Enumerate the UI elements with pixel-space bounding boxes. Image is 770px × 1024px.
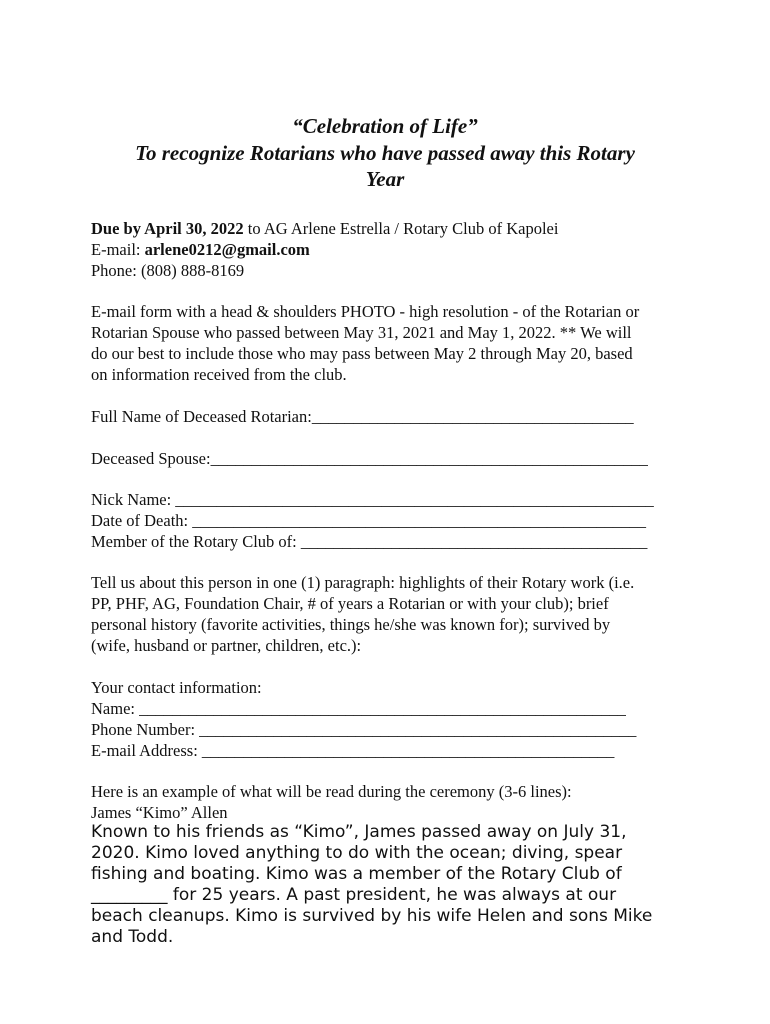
instructions-line: do our best to include those who may pass between May 2 through May 20, based bbox=[91, 344, 633, 363]
full-name-field[interactable] bbox=[91, 406, 691, 427]
example-line: and Todd. bbox=[91, 927, 174, 947]
date-of-death-field[interactable]: Date of Death: _______________________________________________________ bbox=[91, 511, 646, 530]
deceased-details-block bbox=[91, 489, 691, 552]
prompt-line: Tell us about this person in one (1) paragraph: highlights of their Rotary work (i.e. bbox=[91, 573, 635, 592]
due-line bbox=[91, 218, 691, 239]
example-line: _________ for 25 years. A past president, he was always at our bbox=[91, 885, 617, 905]
title-line-2: To recognize Rotarians who have passed away this Rotary bbox=[135, 140, 635, 165]
member-club-field[interactable]: Member of the Rotary Club of: __________________________________________ bbox=[91, 532, 648, 551]
instructions-line: E-mail form with a head & shoulders PHOTO - high resolution - of the Rotarian or bbox=[91, 302, 640, 321]
contact-name-field[interactable]: Name: ___________________________________________________________ bbox=[91, 699, 626, 718]
instructions-line: Rotarian Spouse who passed between May 31, 2021 and May 1, 2022. ** We will bbox=[91, 323, 632, 342]
spouse-field-label: Deceased Spouse:_____________________________________________________ bbox=[91, 449, 648, 468]
contact-info-block bbox=[91, 218, 691, 281]
spouse-field[interactable] bbox=[91, 448, 691, 469]
document-title bbox=[100, 113, 670, 193]
phone-line: Phone: (808) 888-8169 bbox=[91, 261, 245, 280]
example-intro-block bbox=[91, 781, 691, 823]
title-line-3: Year bbox=[365, 167, 405, 191]
prompt-line: (wife, husband or partner, children, etc.): bbox=[91, 636, 362, 655]
your-contact-heading: Your contact information: bbox=[91, 678, 262, 697]
due-recipient: to AG Arlene Estrella / Rotary Club of Kapolei bbox=[243, 219, 559, 238]
contact-phone-field[interactable]: Phone Number: _____________________________________________________ bbox=[91, 720, 637, 739]
email-address: arlene0212@gmail.com bbox=[144, 240, 310, 259]
example-line: fishing and boating. Kimo was a member of the Rotary Club of bbox=[91, 864, 622, 884]
your-contact-block bbox=[91, 677, 691, 761]
title-line-1: “Celebration of Life” bbox=[292, 114, 478, 138]
example-name: James “Kimo” Allen bbox=[91, 803, 228, 822]
instructions-paragraph bbox=[91, 301, 691, 385]
full-name-field-label: Full Name of Deceased Rotarian:_______________________________________ bbox=[91, 407, 634, 426]
example-paragraph bbox=[91, 822, 691, 948]
email-label: E-mail: bbox=[91, 240, 145, 259]
instructions-line: on information received from the club. bbox=[91, 365, 347, 384]
example-line: beach cleanups. Kimo is survived by his wife Helen and sons Mike bbox=[91, 906, 653, 926]
example-intro: Here is an example of what will be read during the ceremony (3-6 lines): bbox=[91, 782, 572, 801]
prompt-line: PP, PHF, AG, Foundation Chair, # of years a Rotarian or with your club); brief bbox=[91, 594, 609, 613]
example-line: Known to his friends as “Kimo”, James passed away on July 31, bbox=[91, 822, 627, 842]
prompt-line: personal history (favorite activities, things he/she was known for); survived by bbox=[91, 615, 611, 634]
contact-email-field[interactable]: E-mail Address: __________________________________________________ bbox=[91, 741, 615, 760]
email-line bbox=[91, 239, 691, 260]
nick-name-field[interactable]: Nick Name: __________________________________________________________ bbox=[91, 490, 654, 509]
due-date: Due by April 30, 2022 bbox=[91, 219, 244, 238]
example-line: 2020. Kimo loved anything to do with the ocean; diving, spear bbox=[91, 843, 623, 863]
paragraph-prompt bbox=[91, 572, 691, 656]
